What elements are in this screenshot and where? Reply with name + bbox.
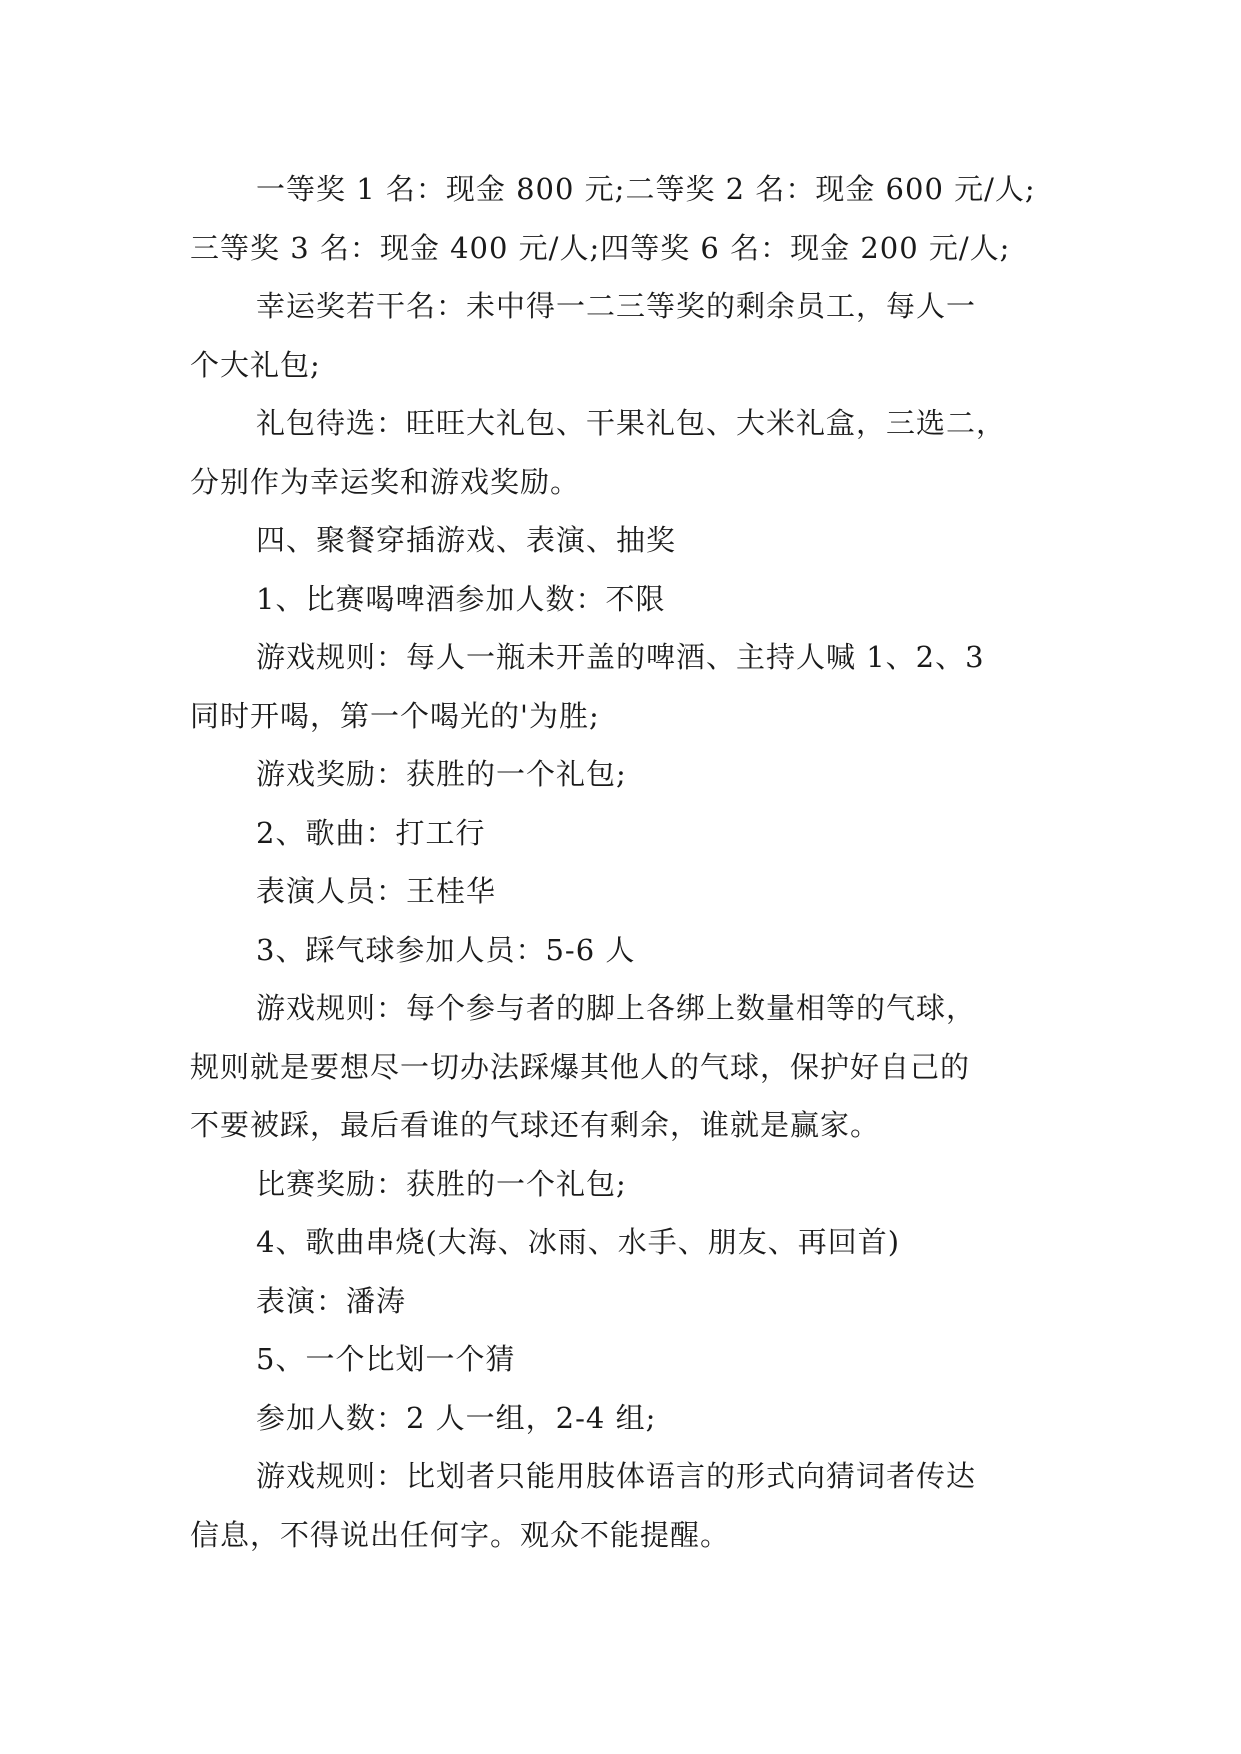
text-line: 分别作为幸运奖和游戏奖励。 (190, 464, 581, 499)
text-line: 不要被踩，最后看谁的气球还有剩余，谁就是赢家。 (190, 1108, 881, 1142)
text-line: 信息，不得说出任何字。观众不能提醒。 (190, 1517, 731, 1552)
text-line: 四、聚餐穿插游戏、表演、抽奖 (256, 523, 677, 557)
text-line: 2、歌曲：打工行 (256, 815, 486, 850)
text-line: 5、一个比划一个猜 (256, 1342, 516, 1376)
text-line: 同时开喝，第一个喝光的'为胜; (190, 698, 600, 733)
text-line: 比赛奖励：获胜的一个礼包; (256, 1166, 627, 1201)
text-line: 4、歌曲串烧(大海、冰雨、水手、朋友、再回首) (256, 1225, 901, 1259)
text-line: 游戏规则：每人一瓶未开盖的啤酒、主持人喊 1、2、3 (256, 640, 985, 674)
text-line: 个大礼包; (190, 347, 321, 382)
text-line: 规则就是要想尽一切办法踩爆其他人的气球，保护好自己的 (190, 1049, 971, 1084)
text-line: 一等奖 1 名：现金 800 元;二等奖 2 名：现金 600 元/人; (256, 172, 1036, 206)
document-body (190, 160, 1060, 1564)
text-line: 1、比赛喝啤酒参加人数：不限 (256, 581, 666, 616)
text-line: 游戏规则：比划者只能用肢体语言的形式向猜词者传达 (256, 1459, 977, 1493)
text-line: 3、踩气球参加人员：5-6 人 (256, 932, 636, 967)
text-line: 幸运奖若干名：未中得一二三等奖的剩余员工，每人一 (256, 289, 977, 323)
text-line: 表演人员：王桂华 (256, 874, 497, 908)
text-line: 三等奖 3 名：现金 400 元/人;四等奖 6 名：现金 200 元/人; (190, 230, 1011, 265)
text-line: 游戏奖励：获胜的一个礼包; (256, 757, 627, 791)
text-line: 参加人数：2 人一组，2-4 组; (256, 1400, 657, 1435)
text-line: 礼包待选：旺旺大礼包、干果礼包、大米礼盒，三选二， (256, 406, 1007, 440)
text-line: 游戏规则：每个参与者的脚上各绑上数量相等的气球， (256, 991, 977, 1025)
text-line: 表演：潘涛 (256, 1283, 407, 1318)
